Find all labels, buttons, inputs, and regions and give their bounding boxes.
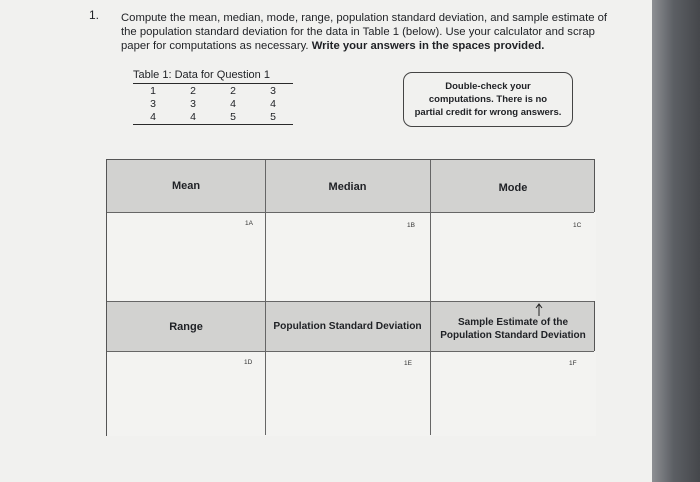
median-answer-box[interactable] <box>265 212 430 301</box>
sample-sd-label-line1: Sample Estimate of the <box>457 317 569 328</box>
grid-divider <box>107 301 594 302</box>
question-number: 1. <box>89 8 100 22</box>
question-instructions-bold: Write your answers in the spaces provided. <box>311 40 545 52</box>
question-text <box>121 11 621 53</box>
data-cell: 5 <box>230 111 236 123</box>
grid-divider <box>107 212 594 213</box>
sample-sd-label <box>430 316 596 342</box>
data-cell: 5 <box>270 111 276 123</box>
mean-label: Mean <box>171 180 201 192</box>
data-cell: 4 <box>270 98 276 110</box>
question-instructions: Compute the mean, median, mode, range, population standard deviation, and sample estimate of the population standard deviation for the data in Table 1 (below). Use your calculator and scrap paper for computations as necessary. <box>121 12 608 52</box>
grid-divider <box>107 351 594 352</box>
range-label: Range <box>169 321 203 333</box>
pen-mark-icon <box>534 303 544 317</box>
range-answer-box[interactable] <box>107 351 265 436</box>
data-cell: 1 <box>150 85 156 97</box>
mean-answer-box[interactable] <box>107 212 265 301</box>
sample-sd-code: 1F <box>569 360 577 367</box>
data-table-grid <box>133 85 293 124</box>
mode-code: 1C <box>573 222 582 229</box>
data-cell: 4 <box>190 111 196 123</box>
pop-sd-code: 1E <box>404 360 412 367</box>
median-label: Median <box>328 181 367 193</box>
note-line: partial credit for wrong answers. <box>414 107 562 118</box>
median-code: 1B <box>407 222 415 229</box>
data-table <box>133 69 293 125</box>
grid-divider <box>430 160 431 435</box>
table-rule-top <box>133 83 293 84</box>
data-cell: 2 <box>230 85 236 97</box>
grid-divider <box>265 160 266 435</box>
note-line: computations. There is no <box>428 94 548 105</box>
answer-grid <box>106 159 595 436</box>
data-table-title: Table 1: Data for Question 1 <box>133 69 270 81</box>
data-cell: 3 <box>150 98 156 110</box>
mode-answer-box[interactable] <box>430 212 596 301</box>
pop-sd-label: Population Standard Deviation <box>273 321 422 332</box>
data-cell: 4 <box>230 98 236 110</box>
data-cell: 3 <box>270 85 276 97</box>
range-code: 1D <box>244 359 253 366</box>
data-cell: 4 <box>150 111 156 123</box>
data-cell: 3 <box>190 98 196 110</box>
mode-label: Mode <box>498 182 528 194</box>
mean-code: 1A <box>245 220 253 227</box>
warning-note <box>403 72 573 127</box>
data-cell: 2 <box>190 85 196 97</box>
table-rule-bottom <box>133 124 293 125</box>
note-line: Double-check your <box>445 81 531 92</box>
sample-sd-label-line2: Population Standard Deviation <box>440 330 586 341</box>
background-edge <box>652 0 700 482</box>
